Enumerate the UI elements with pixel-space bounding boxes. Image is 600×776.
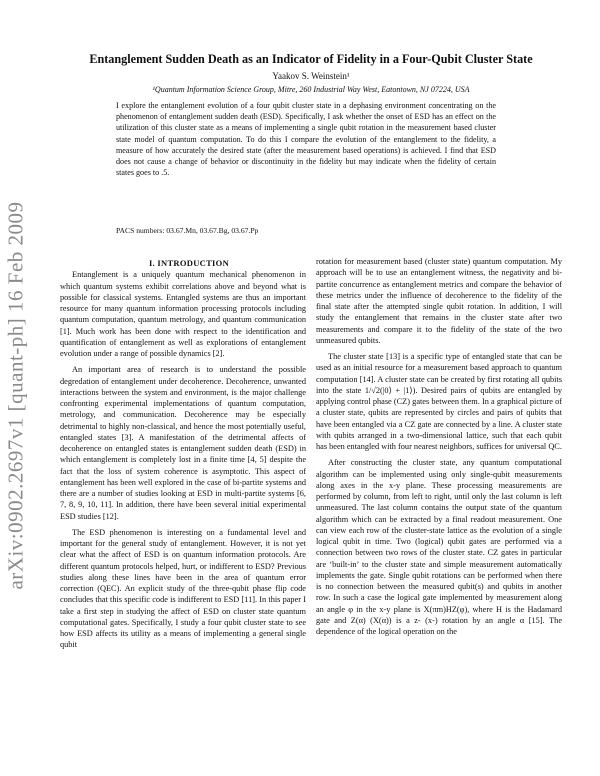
arxiv-identifier-sidebar bbox=[0, 180, 32, 610]
paper-title: Entanglement Sudden Death as an Indicator of Fidelity in a Four-Qubit Cluster State bbox=[89, 52, 533, 66]
left-column bbox=[60, 258, 306, 651]
paper-author: Yaakov S. Weinstein¹ bbox=[272, 71, 350, 81]
abstract: I explore the entanglement evolution of a four qubit cluster state in a dephasing environment concentrating on the phenomenon of entanglement sudden death (ESD). Specifically, I ask whether the onset of ESD has an effect on the utilization of this cluster state as a means of implementing a single qubit rotation in the measurement based cluster state model of quantum computation. To do this I compare the evolution of the entanglement to the fidelity, a measure of how accurately the desired state (after the measurement based operations) is achieved. I find that ESD does not cause a change of behavior or discontinuity in the fidelity but may indicate when the fidelity of certain states goes to .5. bbox=[116, 101, 496, 178]
author-affiliation: ¹Quantum Information Science Group, Mitre, 260 Industrial Way West, Eatontown, NJ 07224, USA bbox=[152, 85, 470, 94]
paragraph: An important area of research is to understand the possible degredation of entanglement under decoherence. Decoherence, unwanted interactions between the system and environment, is the major challenge confronting experimental implementations of quantum computation, metrology, and communication. Decoherence may be especially detrimental to highly non-classical, and hence the most potentially useful, entangled states [3]. A manifestation of the detrimental affects of decoherence on entangled states is entanglement sudden death (ESD) in which entanglement is completely lost in a finite time [4, 5] despite the fact that the loss of system coherence is asymptotic. This aspect of entanglement has been well explored in the case of bi-partite systems and there are a number of studies looking at ESD in multi-partite systems [6, 7, 8, 9, 10, 11]. In addition, there have been several initial experimental ESD studies [12]. bbox=[60, 365, 306, 521]
pacs-numbers: PACS numbers: 03.67.Mn, 03.67.Bg, 03.67.Pp bbox=[116, 226, 259, 235]
paragraph: After constructing the cluster state, any quantum computational algorithm can be implemented using only single-qubit measurements along axes in the x-y plane. These processing measurements are performed by column, from left to right, until only the last column is left unmeasured. The last column contains the output state of the quantum algorithm which can be extracted by a final readout measurement. One can view each row of the cluster-state lattice as the evolution of a single logical qubit in time. Two (logical) qubit gates are performed via a connection between two rows of the cluster state. CZ gates in particular are ‘built-in’ to the cluster state and simple measurement automatically implements the gate. Single qubit rotations can be performed when there is no connection between the measured qubit(s) and qubits in another row. In such a case the logical gate implemented by measurement along an angle φ in the x-y plane is X(πm)HZ(φ), where H is the Hadamard gate and Z(α) (X(α)) is a z- (x-) rotation by an angle α [15]. The dependence of the logical operation on the bbox=[316, 458, 562, 636]
paragraph: Entanglement is a uniquely quantum mechanical phenomenon in which quantum systems exhibit correlations above and beyond what is possible for classical systems. Entangled systems are thus an important resource for many quantum information processing protocols including quantum computation, quantum metrology, and quantum communication [1]. Much work has been done with respect to the identification and quantification of entanglement as well as explorations of entanglement evolution under a range of possible dynamics [2]. bbox=[60, 270, 306, 358]
paragraph: rotation for measurement based (cluster state) quantum computation. My approach will be to use an entanglement witness, the negativity and bi-partite concurrence as entanglement metrics and compare the behavior of these metrics under the influence of decoherence to the fidelity of the final state after the attempted single qubit rotation. In addition, I will study the entanglement that remains in the cluster state after two measurements and compare it to the fidelity of the state of the two unmeasured qubits. bbox=[316, 257, 562, 345]
section-heading: I. INTRODUCTION bbox=[148, 258, 230, 268]
paragraph: The ESD phenomenon is interesting on a fundamental level and important for the general study of entanglement. However, it is not yet clear what the affect of ESD is on quantum information protocols. Are different quantum protocols helped, hurt, or indifferent to ESD? Previous studies along these lines have been in the area of quantum error correction (QEC). An explicit study of the three-qubit phase flip code concludes that this specific code is indifferent to ESD [11]. In this paper I take a first step in studying the affect of ESD on cluster state quantum computational gates. Specifically, I study a four qubit cluster state to see how ESD affects its utility as a means of implementing a general single qubit bbox=[60, 527, 306, 650]
paragraph: The cluster state [13] is a specific type of entangled state that can be used as an initial resource for a measurement based approach to quantum computation [14]. A cluster state can be created by first rotating all qubits into the state 1/√2(|0⟩ + |1⟩). Desired pairs of qubits are entangled by applying control phase (CZ) gates between them. In a graphical picture of a cluster state, qubits are represented by circles and pairs of qubits that have been entangled via a CZ gate are connected by a line. A cluster state with qubits arranged in a two-dimensional lattice, such that each qubit has been entangled with four nearest neighbors, suffices for universal QC. bbox=[316, 352, 562, 451]
arxiv-id-text: arXiv:0902.2697v1 [quant-ph] 16 Feb 2009 bbox=[3, 200, 28, 590]
right-column bbox=[316, 256, 562, 637]
